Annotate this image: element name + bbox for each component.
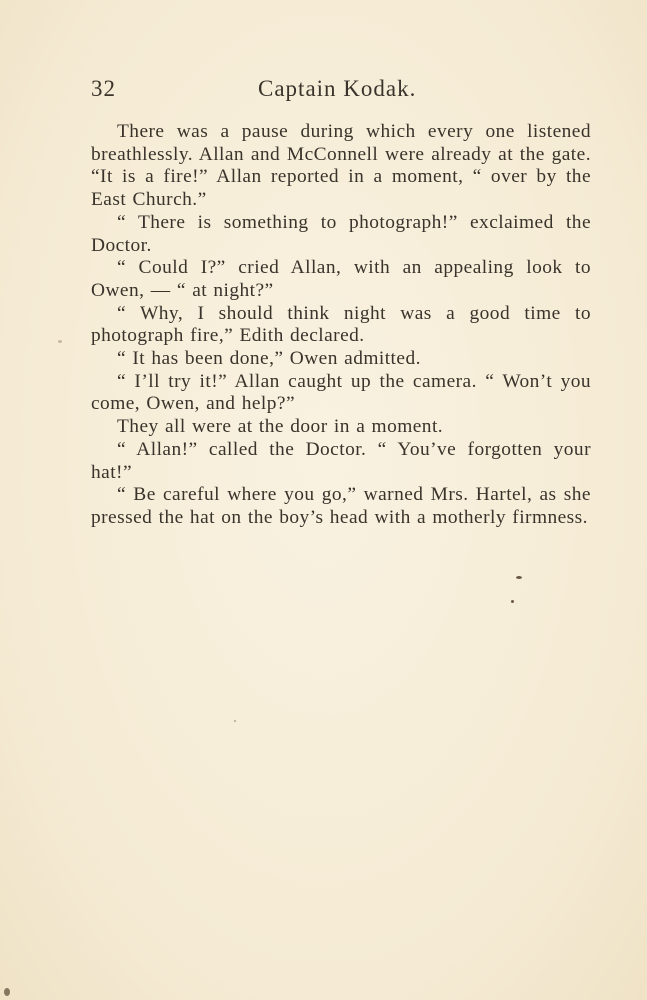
paragraph: “ It has been done,” Owen admitted. xyxy=(117,348,421,370)
paper-speck xyxy=(511,600,514,603)
paragraph: “ Allan!” called the Doctor. “ You’ve forgotten your hat!” xyxy=(91,438,591,483)
paragraph: They all were at the door in a moment. xyxy=(117,416,444,438)
paper-speck xyxy=(516,576,522,579)
running-title: Captain Kodak. xyxy=(258,76,417,101)
paragraph: “ Be careful where you go,” warned Mrs. Hartel, as she pressed the hat on the boy’s head with a motherly firmness. xyxy=(91,484,591,528)
paragraph: “ There is something to photograph!” exclaimed the Doctor. xyxy=(91,211,591,256)
paper-speck xyxy=(234,720,236,722)
page-header xyxy=(91,76,591,106)
page-number: 32 xyxy=(91,76,116,101)
paragraph: “ Could I?” cried Allan, with an appealing look to Owen, — “ at night?” xyxy=(91,257,591,301)
paper-speck xyxy=(58,340,62,343)
paragraph: There was a pause during which every one listened breathlessly. Allan and McConnell were already at the gate. “It is a fire!” Allan reported in a moment, “ over by the East Church.” xyxy=(91,121,591,211)
paper-speck xyxy=(4,988,10,996)
paragraph: “ I’ll try it!” Allan caught up the camera. “ Won’t you come, Owen, and help?” xyxy=(91,370,591,415)
paragraph: “ Why, I should think night was a good time to photograph fire,” Edith declared. xyxy=(91,302,591,347)
body-text xyxy=(91,121,591,530)
